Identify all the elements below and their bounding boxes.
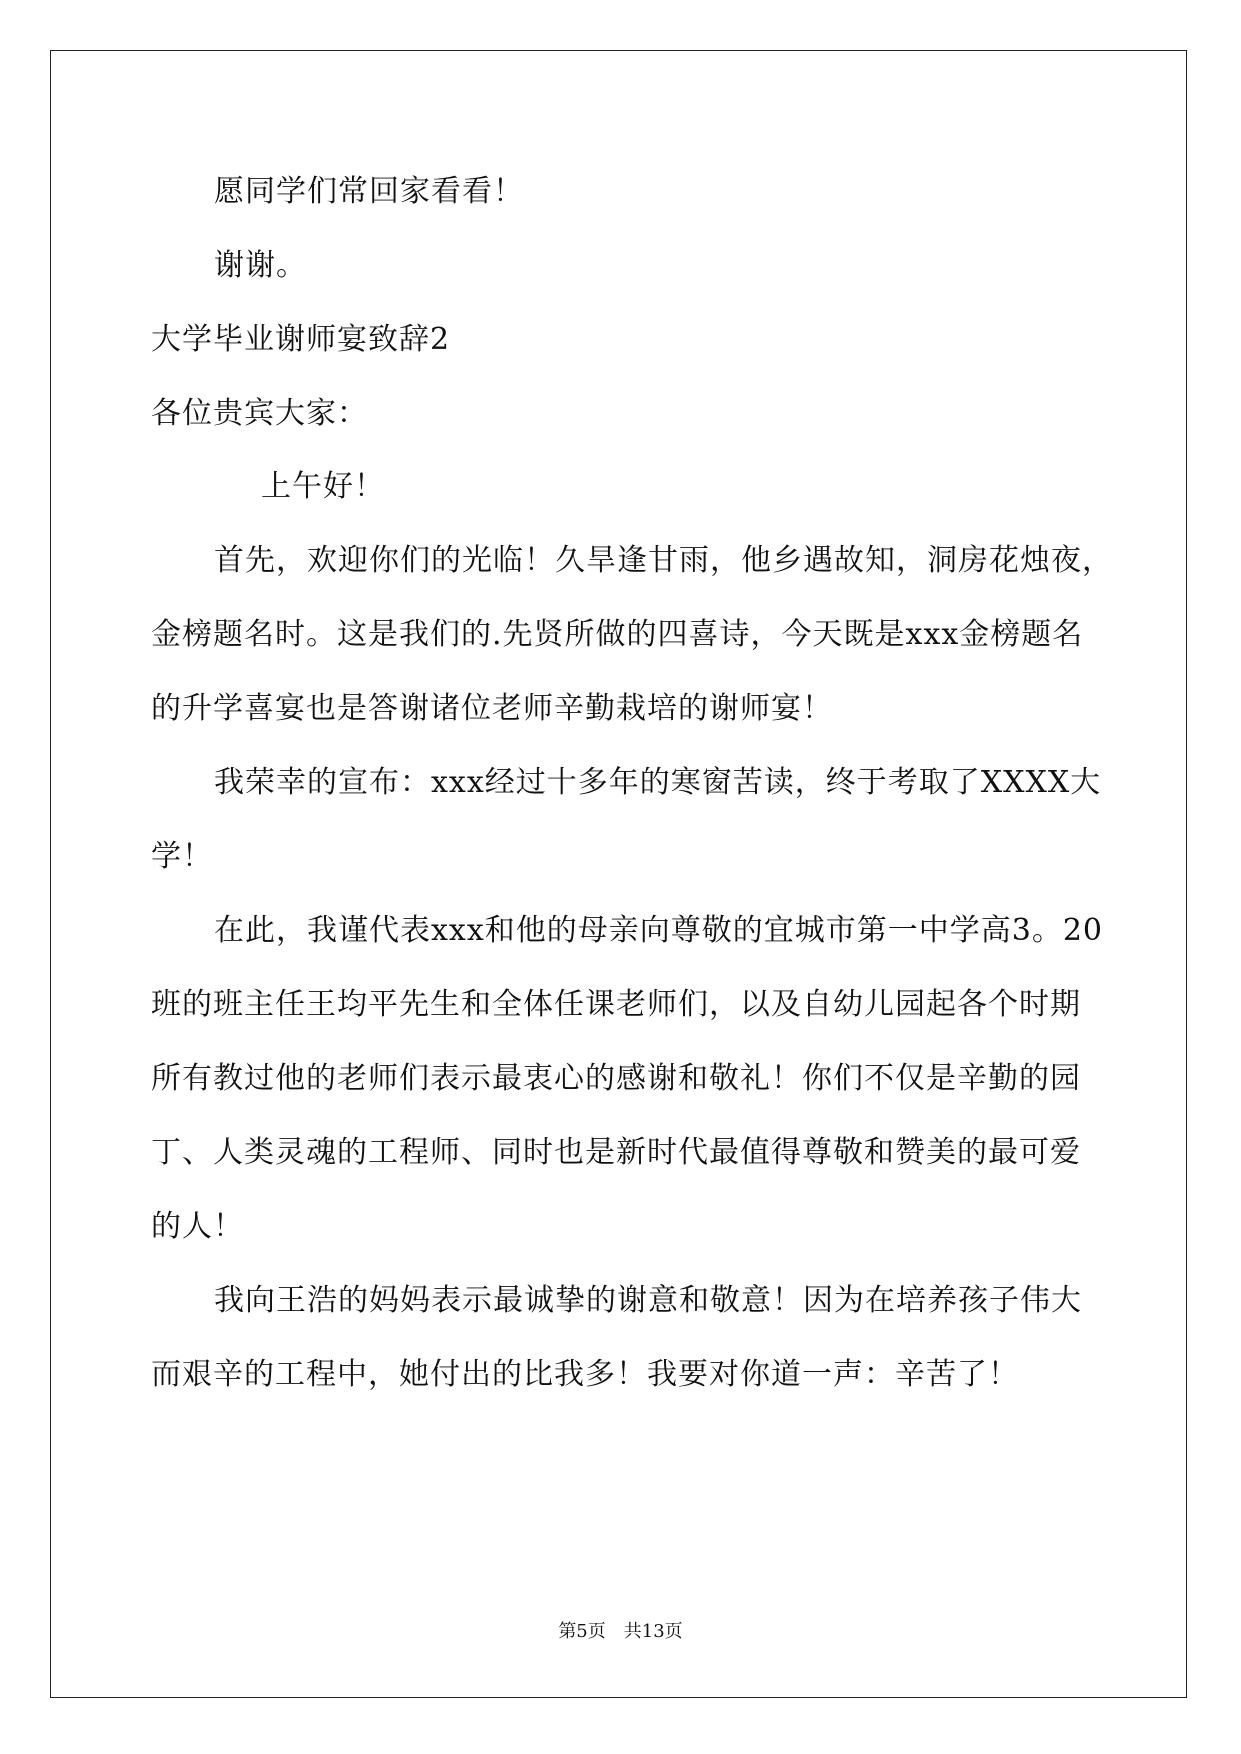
paragraph-line: 的升学喜宴也是答谢诸位老师辛勤栽培的谢师宴！ [151,691,833,726]
paragraph-line: 学！ [151,839,213,874]
closing-thanks: 谢谢。 [214,248,307,283]
paragraph-line: 班的班主任王均平先生和全体任课老师们，以及自幼儿园起各个时期 [151,987,1081,1022]
paragraph-line: 金榜题名时。这是我们的.先贤所做的四喜诗，今天既是xxx金榜题名 [151,617,1084,652]
salutation: 各位贵宾大家： [151,396,368,431]
paragraph-line: 我向王浩的妈妈表示最诚挚的谢意和敬意！因为在培养孩子伟大 [214,1283,1082,1318]
section-heading: 大学毕业谢师宴致辞2 [151,322,451,357]
closing-wish: 愿同学们常回家看看！ [214,174,524,209]
paragraph-line: 所有教过他的老师们表示最衷心的感谢和敬礼！你们不仅是辛勤的园 [151,1061,1081,1096]
paragraph-line: 而艰辛的工程中，她付出的比我多！我要对你道一声：辛苦了！ [151,1357,1019,1392]
paragraph-line: 我荣幸的宣布：xxx经过十多年的寒窗苦读，终于考取了XXXX大 [214,765,1102,800]
page-border [50,50,1187,1698]
paragraph-line: 首先，欢迎你们的光临！久旱逢甘雨，他乡遇故知，洞房花烛夜， [214,543,1113,578]
page-footer [0,1620,1241,1644]
paragraph-line: 丁、人类灵魂的工程师、同时也是新时代最值得尊敬和赞美的最可爱 [151,1135,1081,1170]
paragraph-line: 的人！ [151,1209,244,1244]
page-total: 共13页 [623,1621,683,1642]
paragraph-line: 在此，我谨代表xxx和他的母亲向尊敬的宜城市第一中学高3。20 [214,913,1104,948]
greeting: 上午好！ [261,469,385,504]
page-number: 第5页 [558,1621,606,1642]
